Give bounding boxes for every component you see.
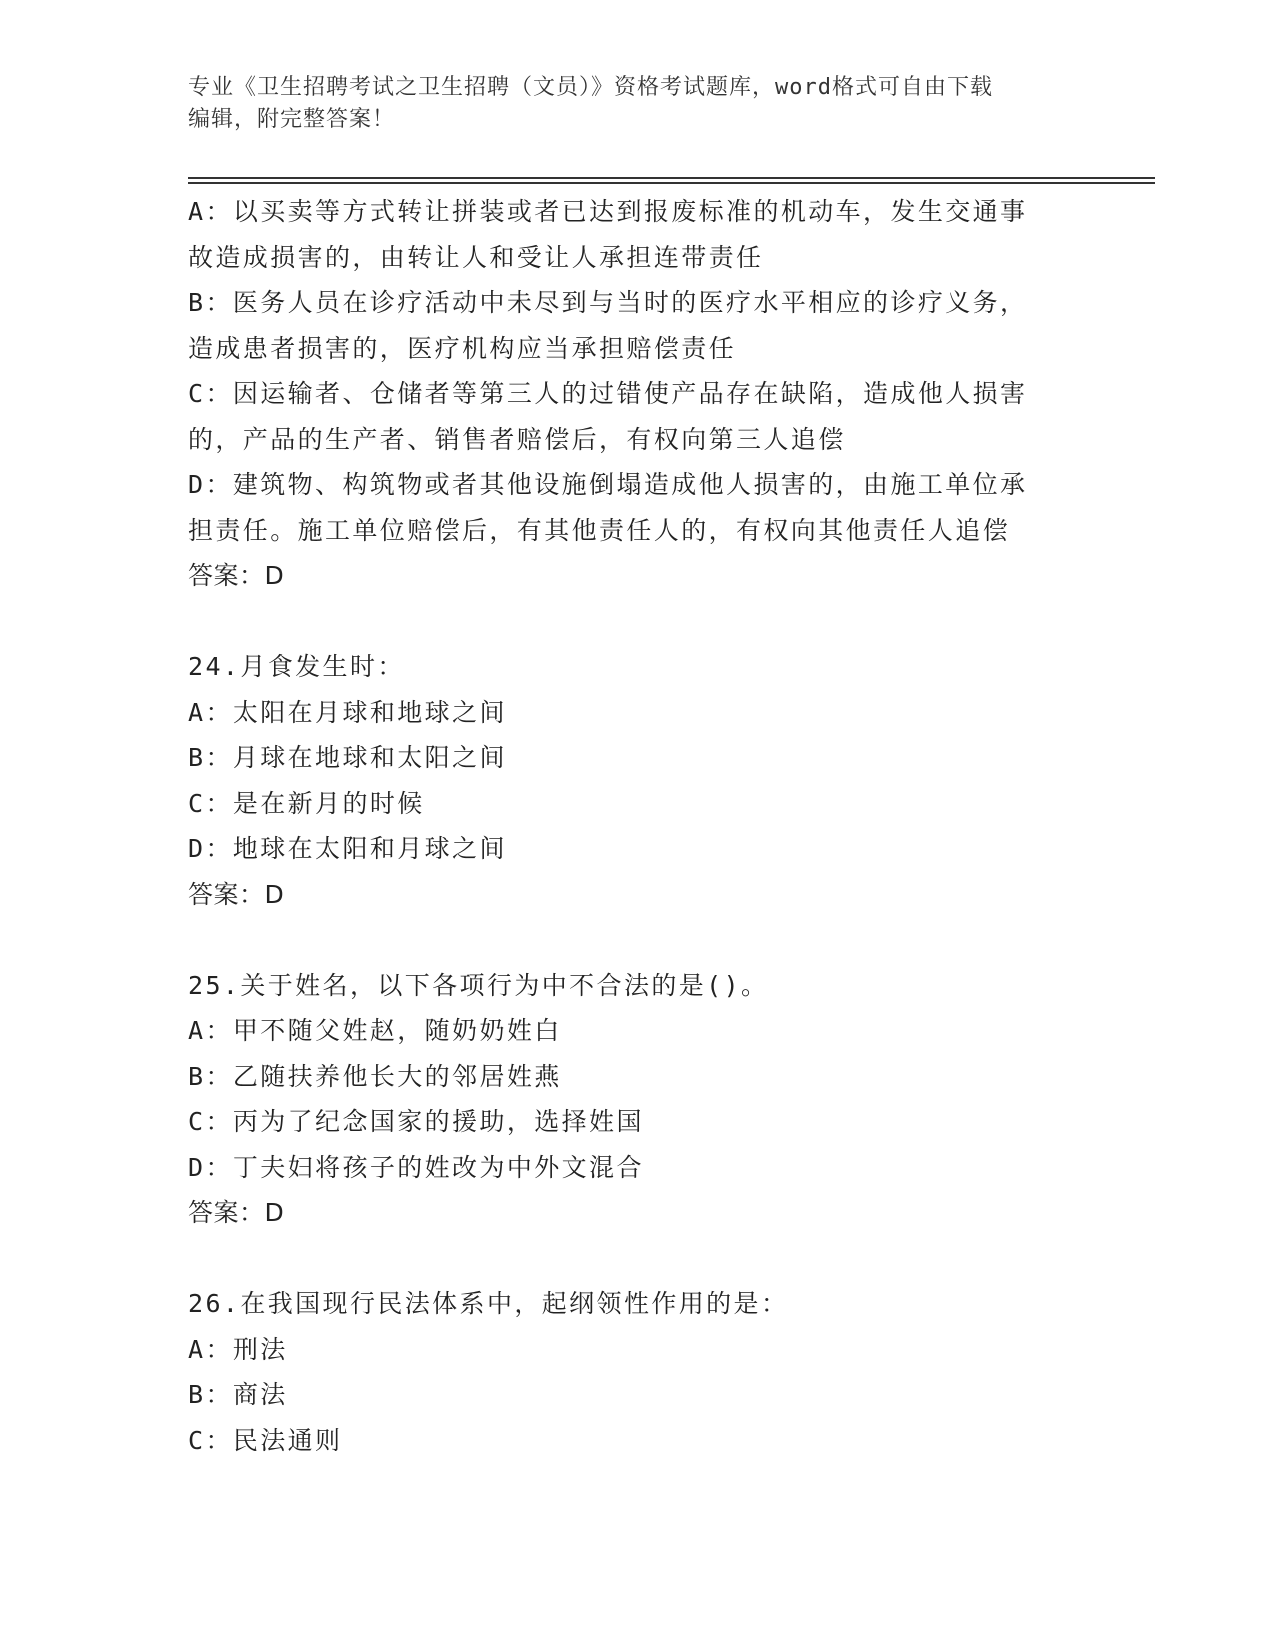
spacer bbox=[188, 1236, 1088, 1282]
header-line-1: 专业《卫生招聘考试之卫生招聘（文员）》资格考试题库，word格式可自由下载 bbox=[188, 75, 993, 100]
option-d-line-2: 担责任。施工单位赔偿后，有其他责任人的，有权向其他责任人追偿 bbox=[188, 515, 1011, 545]
option-c-line-1: C：因运输者、仓储者等第三人的过错使产品存在缺陷，造成他人损害 bbox=[188, 379, 1028, 408]
option-b: B：商法 bbox=[188, 1380, 288, 1409]
question-25 bbox=[188, 963, 1088, 1236]
option-d-line-1: D：建筑物、构筑物或者其他设施倒塌造成他人损害的，由施工单位承 bbox=[188, 470, 1028, 499]
header-line-2: 编辑，附完整答案！ bbox=[188, 107, 396, 132]
option-a: A：刑法 bbox=[188, 1334, 288, 1364]
option-a-line-2: 故造成损害的，由转让人和受让人承担连带责任 bbox=[188, 242, 764, 272]
question-stem: 26.在我国现行民法体系中，起纲领性作用的是： bbox=[188, 1289, 789, 1318]
question-stem: 24.月食发生时： bbox=[188, 652, 405, 681]
header-divider-bottom bbox=[188, 182, 1155, 184]
question-26 bbox=[188, 1281, 1088, 1463]
question-list bbox=[188, 189, 1088, 1463]
document-header bbox=[188, 72, 1088, 136]
option-d: D：地球在太阳和月球之间 bbox=[188, 834, 507, 863]
option-c-line-2: 的，产品的生产者、销售者赔偿后，有权向第三人追偿 bbox=[188, 424, 846, 454]
answer: 答案：D bbox=[188, 879, 285, 909]
option-b: B：月球在地球和太阳之间 bbox=[188, 743, 507, 772]
spacer bbox=[188, 599, 1088, 645]
option-a: A：太阳在月球和地球之间 bbox=[188, 697, 507, 727]
option-c: C：是在新月的时候 bbox=[188, 788, 425, 818]
option-c: C：丙为了纪念国家的援助，选择姓国 bbox=[188, 1107, 644, 1136]
option-b: B：乙随扶养他长大的邻居姓燕 bbox=[188, 1061, 562, 1091]
question-24 bbox=[188, 644, 1088, 917]
option-b-line-2: 造成患者损害的，医疗机构应当承担赔偿责任 bbox=[188, 333, 737, 363]
spacer bbox=[188, 917, 1088, 963]
question-stem: 25.关于姓名，以下各项行为中不合法的是()。 bbox=[188, 970, 769, 1000]
header-divider-top bbox=[188, 177, 1155, 179]
option-c: C：民法通则 bbox=[188, 1425, 343, 1455]
answer: 答案：D bbox=[188, 561, 285, 590]
option-d: D：丁夫妇将孩子的姓改为中外文混合 bbox=[188, 1152, 644, 1182]
answer: 答案：D bbox=[188, 1198, 285, 1227]
question-23 bbox=[188, 189, 1088, 599]
option-a-line-1: A：以买卖等方式转让拼装或者已达到报废标准的机动车，发生交通事 bbox=[188, 197, 1028, 226]
option-b-line-1: B：医务人员在诊疗活动中未尽到与当时的医疗水平相应的诊疗义务， bbox=[188, 288, 1028, 317]
option-a: A：甲不随父姓赵，随奶奶姓白 bbox=[188, 1016, 562, 1045]
